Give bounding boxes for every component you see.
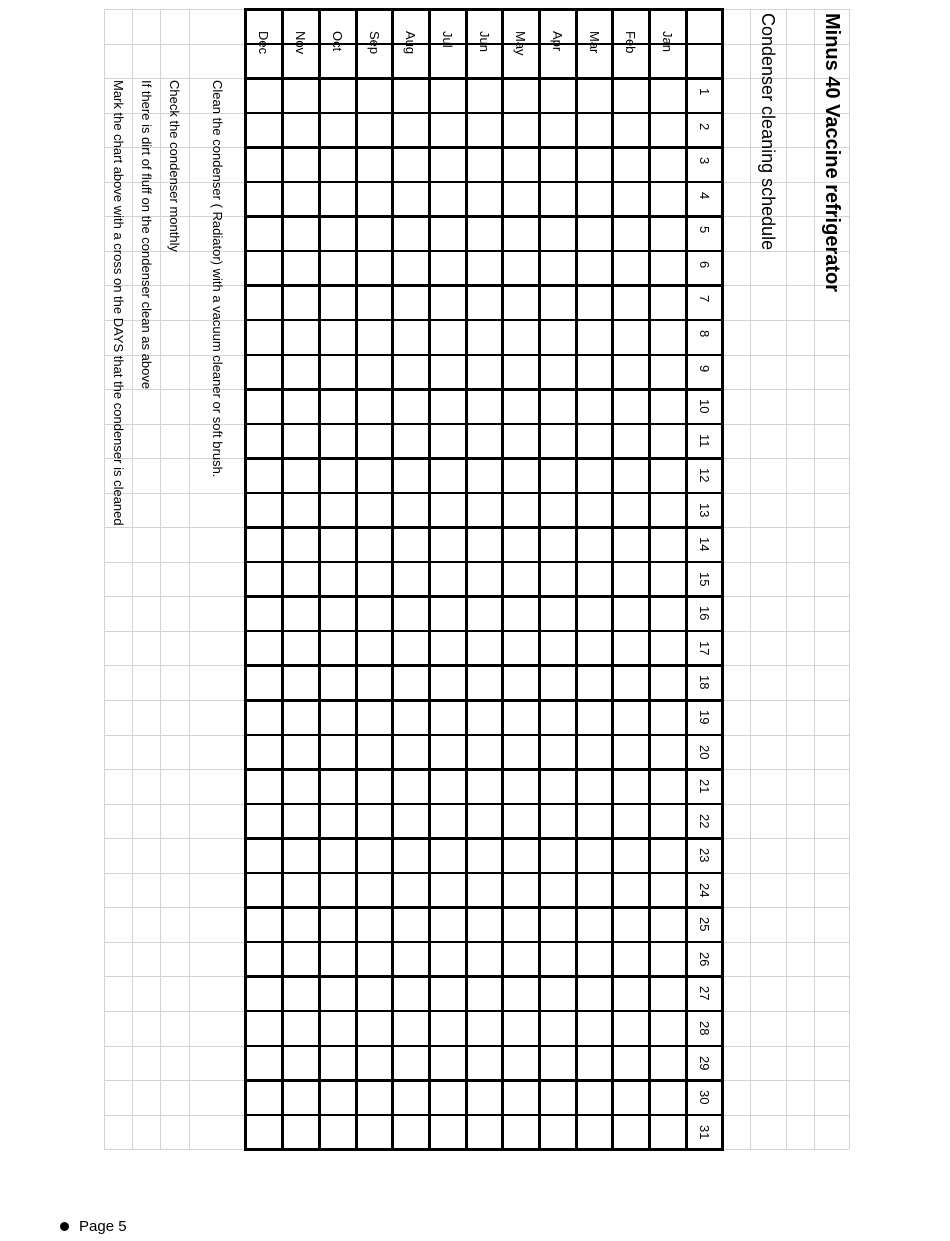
schedule-border-horizontal [244, 561, 724, 564]
day-number-label: 4 [696, 191, 712, 200]
month-label-dec: Dec [256, 31, 271, 55]
day-number-label: 19 [696, 710, 712, 725]
day-number-label: 18 [696, 675, 712, 690]
spreadsheet-page [104, 9, 849, 1149]
day-number-label: 6 [696, 260, 712, 269]
document-subtitle: Condenser cleaning schedule [758, 13, 778, 251]
day-number-label: 7 [696, 295, 712, 303]
day-number-label: 22 [696, 813, 712, 829]
schedule-border-horizontal [244, 354, 724, 357]
day-number-label: 12 [696, 468, 712, 483]
schedule-border-horizontal [244, 941, 724, 944]
day-number-label: 13 [696, 502, 712, 518]
day-number-label: 8 [696, 329, 712, 338]
day-number-label: 15 [696, 571, 712, 587]
schedule-border-horizontal [244, 1010, 724, 1013]
grid-column-line [104, 9, 105, 1149]
schedule-border-horizontal [244, 1079, 724, 1082]
grid-column-line [814, 9, 815, 1149]
schedule-border-horizontal [244, 526, 724, 529]
instruction-line: Mark the chart above with a cross on the DAYS that the condenser is cleaned [110, 80, 126, 526]
day-number-label: 1 [696, 88, 712, 96]
grid-column-line [849, 9, 850, 1149]
page-number: Page 5 [79, 1218, 127, 1235]
month-label-jan: Jan [660, 31, 675, 52]
day-number-label: 11 [696, 433, 712, 448]
bullet-icon [60, 1222, 69, 1231]
month-label-feb: Feb [623, 31, 638, 54]
month-label-apr: Apr [550, 31, 565, 52]
schedule-border-horizontal [244, 1148, 724, 1151]
schedule-border-horizontal [244, 250, 724, 253]
schedule-border-horizontal [244, 319, 724, 322]
grid-column-line [132, 9, 133, 1149]
schedule-border-horizontal [244, 768, 724, 771]
schedule-border-horizontal [244, 284, 724, 287]
schedule-border-horizontal [244, 423, 724, 426]
month-label-nov: Nov [293, 31, 308, 55]
schedule-border-horizontal [244, 595, 724, 598]
document-title: Minus 40 Vaccine refrigerator [820, 13, 843, 293]
day-number-label: 20 [696, 744, 712, 759]
month-label-jul: Jul [440, 31, 455, 48]
day-number-label: 10 [696, 399, 712, 414]
schedule-border-horizontal [244, 872, 724, 875]
schedule-border-horizontal [244, 77, 724, 80]
month-label-sep: Sep [366, 31, 382, 55]
schedule-border-horizontal [244, 457, 724, 460]
month-label-mar: Mar [586, 31, 602, 54]
schedule-border-horizontal [244, 8, 724, 11]
instruction-line: If there is dirt of fluff on the condenser clean as above [138, 80, 154, 390]
schedule-border-horizontal [244, 664, 724, 667]
schedule-border-horizontal [244, 112, 724, 115]
schedule-border-horizontal [244, 388, 724, 391]
schedule-border-horizontal [244, 975, 724, 978]
instruction-line: Clean the condenser ( Radiator) with a vacuum cleaner or soft brush. [209, 80, 225, 478]
day-number-label: 28 [696, 1020, 712, 1036]
day-number-label: 16 [696, 606, 712, 621]
instruction-line: Check the condenser monthly [167, 80, 182, 253]
schedule-border-horizontal [244, 181, 724, 184]
schedule-border-horizontal [244, 699, 724, 702]
day-number-label: 17 [696, 640, 712, 656]
day-number-label: 14 [696, 537, 712, 552]
grid-column-line [160, 9, 161, 1149]
schedule-border-horizontal [244, 146, 724, 149]
schedule-border-horizontal [244, 906, 724, 909]
grid-column-line [189, 9, 190, 1149]
schedule-border-horizontal [244, 1045, 724, 1048]
grid-column-line [786, 9, 787, 1149]
schedule-border-horizontal [244, 492, 724, 495]
day-number-label: 3 [696, 157, 712, 165]
day-number-label: 9 [696, 364, 712, 372]
day-number-label: 26 [696, 951, 712, 967]
month-label-jun: Jun [476, 31, 492, 52]
schedule-border-horizontal [244, 837, 724, 840]
month-label-aug: Aug [403, 31, 418, 55]
day-number-label: 2 [696, 122, 712, 130]
grid-column-line [750, 9, 751, 1149]
day-number-label: 23 [696, 848, 712, 863]
month-label-oct: Oct [330, 31, 345, 52]
day-number-label: 5 [696, 226, 712, 234]
schedule-border-horizontal [244, 215, 724, 218]
month-label-may: May [513, 31, 528, 56]
day-number-label: 25 [696, 917, 712, 932]
schedule-border-horizontal [244, 803, 724, 806]
schedule-border-horizontal [244, 1114, 724, 1117]
page-footer [60, 1218, 127, 1235]
schedule-border-horizontal [244, 734, 724, 737]
day-number-label: 30 [696, 1090, 712, 1105]
day-number-label: 21 [696, 779, 712, 794]
day-number-label: 29 [696, 1055, 712, 1070]
day-number-label: 27 [696, 986, 712, 1001]
day-number-label: 24 [696, 882, 712, 898]
schedule-border-horizontal [244, 630, 724, 633]
day-number-label: 31 [696, 1124, 712, 1140]
